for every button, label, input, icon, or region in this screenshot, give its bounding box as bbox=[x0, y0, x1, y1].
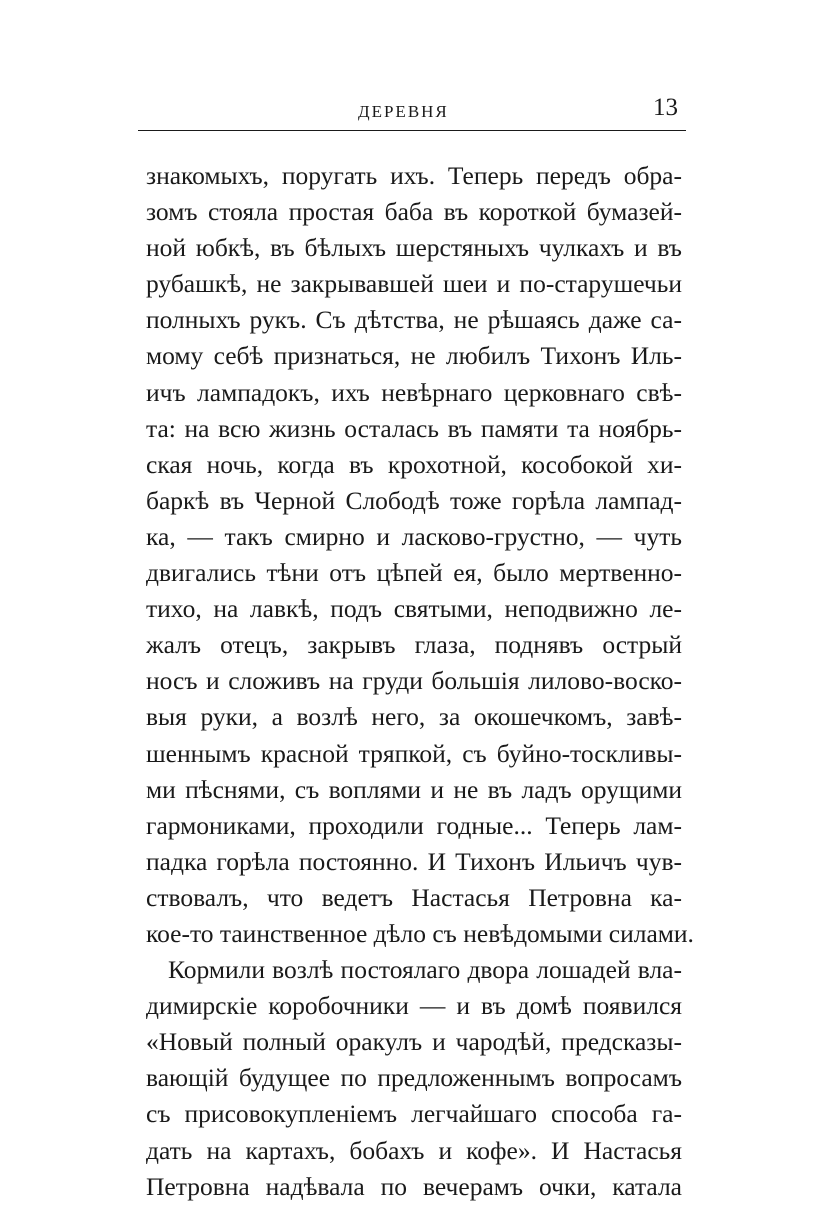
text-line: вающій будущее по предложеннымъ вопросамъ bbox=[146, 1063, 682, 1093]
text-line: ка, — такъ смирно и ласково-грустно, — чуть bbox=[146, 521, 682, 551]
text-line: Кормили возлѣ постоялаго двора лошадей вла- bbox=[168, 955, 682, 985]
text-line: жалъ отецъ, закрывъ глаза, поднявъ острый bbox=[146, 630, 682, 660]
text-line: ичъ лампадокъ, ихъ невѣрнаго церковнаго свѣ- bbox=[146, 377, 682, 407]
text-line: ствовалъ, что ведетъ Настасья Петровна ка- bbox=[146, 882, 682, 912]
text-line: та: на всю жизнь осталась въ памяти та ноябрь- bbox=[146, 413, 682, 443]
text-line: дать на картахъ, бобахъ и кофе». И Настасья bbox=[146, 1135, 682, 1165]
text-line: съ присовокупленіемъ легчайшаго способа га- bbox=[146, 1099, 682, 1129]
text-line: носъ и сложивъ на груди большія лилово-воско- bbox=[146, 666, 682, 696]
text-line: ская ночь, когда въ крохотной, кособокой хи- bbox=[146, 449, 682, 479]
text-line: гармониками, проходили годные... Теперь лам- bbox=[146, 810, 682, 840]
text-line: падка горѣла постоянно. И Тихонъ Ильичъ чув- bbox=[146, 846, 682, 876]
text-line: ной юбкѣ, въ бѣлыхъ шерстяныхъ чулкахъ и въ bbox=[146, 233, 682, 263]
text-line: кое-то таинственное дѣло съ невѣдомыми силами. bbox=[146, 918, 694, 948]
text-line: шеннымъ красной тряпкой, съ буйно-тоскливы- bbox=[146, 738, 682, 768]
text-line: Петровна надѣвала по вечерамъ очки, катала bbox=[146, 1171, 682, 1201]
text-line: выя руки, а возлѣ него, за окошечкомъ, завѣ- bbox=[146, 702, 682, 732]
text-line: рубашкѣ, не закрывавшей шеи и по-старушечьи bbox=[146, 269, 682, 299]
text-line: тихо, на лавкѣ, подъ святыми, неподвижно ле- bbox=[146, 594, 682, 624]
text-line: двигались тѣни отъ цѣпей ея, было мертвенно- bbox=[146, 558, 682, 588]
text-line: полныхъ рукъ. Съ дѣтства, не рѣшаясь даже са- bbox=[146, 305, 682, 335]
text-line: ми пѣснями, съ воплями и не въ ладъ орущими bbox=[146, 774, 682, 804]
text-body bbox=[146, 158, 694, 1205]
text-line: знакомыхъ, поругать ихъ. Теперь передъ обра- bbox=[146, 161, 682, 190]
page-number: 13 bbox=[653, 94, 678, 121]
text-line: баркѣ въ Черной Слободѣ тоже горѣла лампад- bbox=[146, 485, 682, 515]
header-rule bbox=[138, 130, 686, 131]
running-title: ДЕРЕВНЯ bbox=[358, 102, 449, 121]
running-head bbox=[138, 90, 686, 130]
text-line: димирскіе коробочники — и въ домѣ появился bbox=[146, 991, 682, 1021]
text-line: «Новый полный оракулъ и чародѣй, предсказы- bbox=[146, 1027, 682, 1057]
text-line: мому себѣ признаться, не любилъ Тихонъ Иль- bbox=[146, 341, 682, 371]
text-line: зомъ стояла простая баба въ короткой бумазей- bbox=[146, 197, 682, 227]
